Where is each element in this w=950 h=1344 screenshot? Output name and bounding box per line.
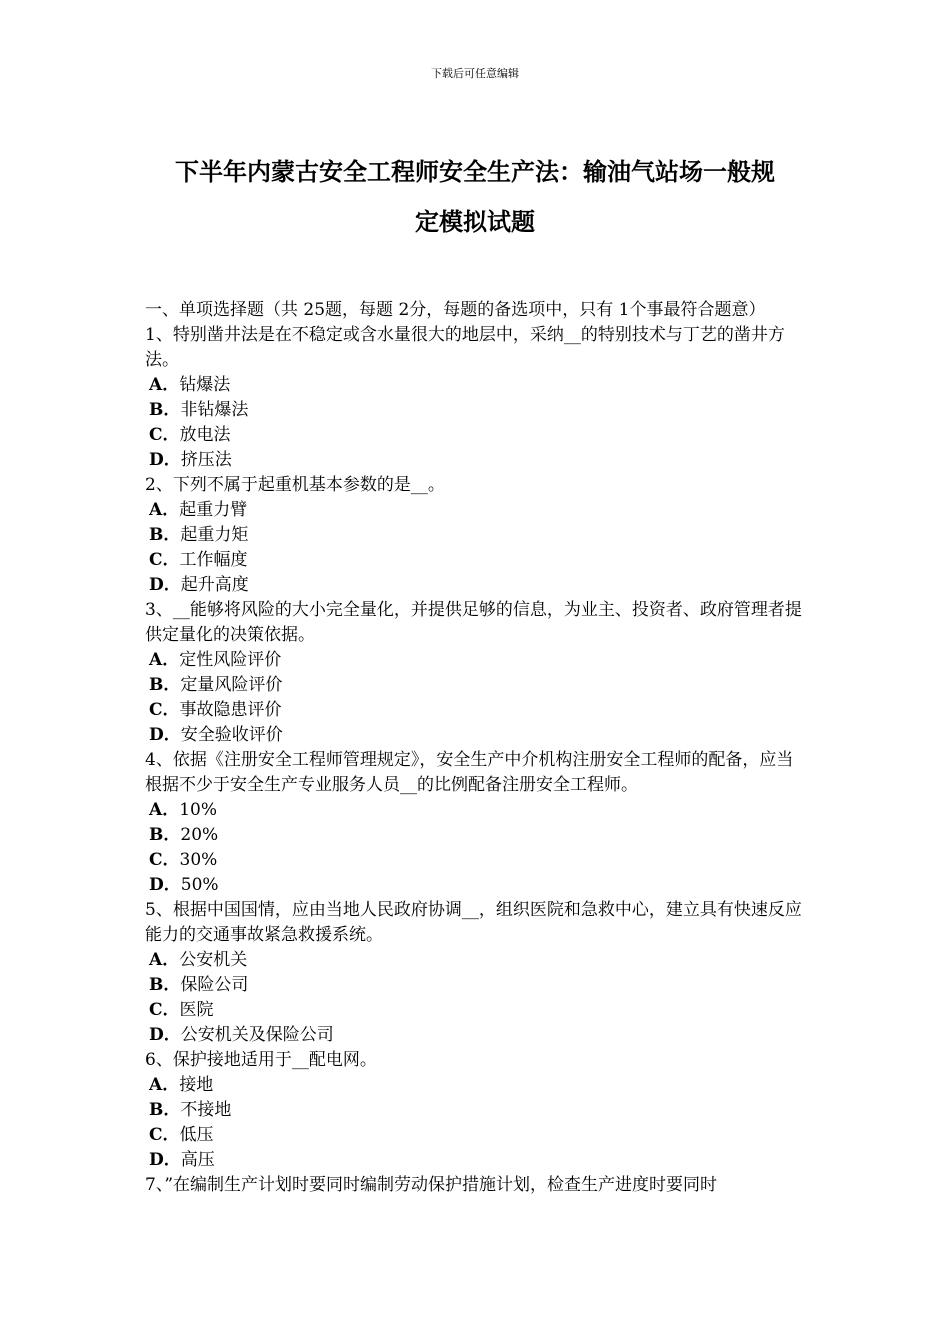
answer-option	[145, 1073, 810, 1098]
question-text: 2、下列不属于起重机基本参数的是__。	[145, 475, 445, 495]
option-text: 钻爆法	[179, 375, 231, 395]
option-letter: C．	[149, 700, 180, 720]
option-text: 非钻爆法	[180, 400, 249, 420]
answer-option	[145, 698, 810, 723]
option-letter: D．	[149, 725, 181, 745]
question-list	[145, 323, 810, 1198]
option-letter: B．	[149, 825, 181, 845]
question-text: 3、__能够将风险的大小完全量化，并提供足够的信息，为业主、投资者、政府管理者提供定量化的决策依据。	[145, 600, 802, 645]
question-text: 5、根据中国国情，应由当地人民政府协调__，组织医院和急救中心，建立具有快速反应能力的交通事故紧急救援系统。	[145, 900, 802, 945]
question-text: 4、依据《注册安全工程师管理规定》，安全生产中介机构注册安全工程师的配备，应当根据不少于安全生产专业服务人员__的比例配备注册安全工程师。	[145, 750, 794, 795]
answer-option	[145, 848, 810, 873]
option-letter: D．	[149, 450, 181, 470]
option-text: 低压	[179, 1125, 214, 1145]
option-text: 事故隐患评价	[179, 700, 282, 720]
option-text: 高压	[180, 1150, 215, 1170]
answer-option	[145, 1023, 810, 1048]
option-letter: A．	[149, 950, 180, 970]
option-letter: B．	[149, 975, 181, 995]
answer-option	[145, 648, 810, 673]
answer-option	[145, 398, 810, 423]
answer-option	[145, 873, 810, 898]
document-body	[145, 298, 810, 1198]
answer-option	[145, 523, 810, 548]
option-text: 20%	[180, 825, 219, 845]
answer-option	[145, 573, 810, 598]
option-letter: A．	[149, 650, 180, 670]
answer-option	[145, 973, 810, 998]
option-text: 工作幅度	[179, 550, 248, 570]
option-text: 起重力臂	[179, 500, 248, 520]
answer-option	[145, 448, 810, 473]
option-letter: A．	[149, 500, 180, 520]
option-letter: B．	[149, 675, 181, 695]
question-text: 7、”在编制生产计划时要同时编制劳动保护措施计划，检查生产进度时要同时	[145, 1175, 718, 1195]
option-text: 放电法	[179, 425, 231, 445]
option-text: 安全验收评价	[180, 725, 283, 745]
answer-option	[145, 823, 810, 848]
option-letter: A．	[149, 800, 180, 820]
option-letter: A．	[149, 1075, 180, 1095]
answer-option	[145, 948, 810, 973]
option-letter: A．	[149, 375, 180, 395]
option-letter: C．	[149, 1125, 180, 1145]
option-text: 定量风险评价	[180, 675, 283, 695]
option-letter: C．	[149, 550, 180, 570]
answer-option	[145, 548, 810, 573]
answer-option	[145, 373, 810, 398]
title-line-2: 定模拟试题	[415, 207, 535, 236]
option-letter: C．	[149, 1000, 180, 1020]
section-heading: 一、单项选择题（共 25题，每题 2分，每题的备选项中，只有 1个事最符合题意）	[145, 300, 766, 320]
answer-option	[145, 498, 810, 523]
option-text: 公安机关及保险公司	[180, 1025, 334, 1045]
answer-option	[145, 423, 810, 448]
answer-option	[145, 1098, 810, 1123]
option-letter: C．	[149, 425, 180, 445]
option-text: 接地	[179, 1075, 214, 1095]
option-text: 30%	[179, 850, 218, 870]
option-letter: D．	[149, 575, 181, 595]
answer-option	[145, 723, 810, 748]
option-text: 50%	[180, 875, 219, 895]
option-letter: D．	[149, 1025, 181, 1045]
option-letter: B．	[149, 525, 181, 545]
option-letter: B．	[149, 1100, 181, 1120]
question-text: 6、保护接地适用于__配电网。	[145, 1050, 377, 1070]
answer-option	[145, 1123, 810, 1148]
title-line-1: 下半年内蒙古安全工程师安全生产法：输油气站场一般规	[175, 157, 775, 186]
answer-option	[145, 1148, 810, 1173]
option-letter: B．	[149, 400, 181, 420]
answer-option	[145, 798, 810, 823]
answer-option	[145, 673, 810, 698]
option-text: 不接地	[180, 1100, 232, 1120]
option-text: 起重力矩	[180, 525, 249, 545]
question-text: 1、特别凿井法是在不稳定或含水量很大的地层中，采纳__的特别技术与丁艺的凿井方法。	[145, 325, 785, 370]
option-text: 挤压法	[180, 450, 232, 470]
option-text: 保险公司	[180, 975, 249, 995]
option-letter: D．	[149, 875, 181, 895]
document-title	[120, 147, 830, 247]
option-text: 10%	[179, 800, 217, 820]
option-text: 医院	[179, 1000, 214, 1020]
header-note: 下载后可任意编辑	[431, 67, 519, 80]
option-text: 定性风险评价	[179, 650, 282, 670]
option-letter: C．	[149, 850, 180, 870]
option-text: 起升高度	[180, 575, 249, 595]
option-text: 公安机关	[179, 950, 248, 970]
option-letter: D．	[149, 1150, 181, 1170]
answer-option	[145, 998, 810, 1023]
